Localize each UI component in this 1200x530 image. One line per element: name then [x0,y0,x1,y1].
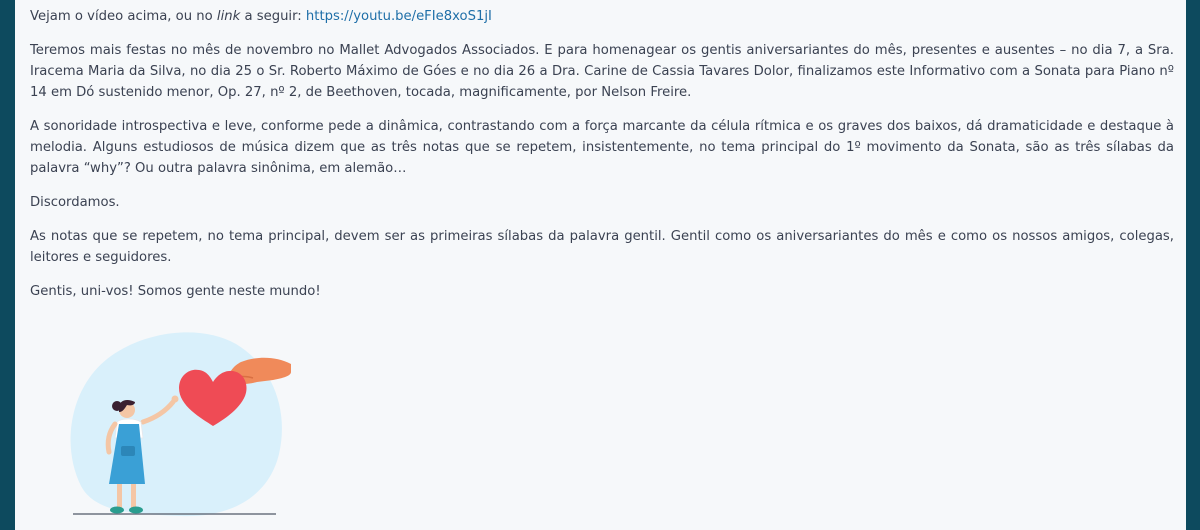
newsletter-page [15,0,1186,530]
girl-leg-left [117,484,122,508]
video-reference-paragraph [30,6,1174,27]
youtube-link[interactable]: https://youtu.be/eFIe8xoS1jI [305,9,492,24]
birthday-announcement-paragraph: Teremos mais festas no mês de novembro no Mallet Advogados Associados. E para homenagear os gentis aniversariantes do mês, presentes e ausentes – no dia 7, a Sra. Iracema Maria da Silva, no dia 25 o Sr. Roberto Máximo de Góes e no dia 26 a Dra. Carine de Cassia Tavares Dolor, finalizamos este Informativo com a Sonata para Piano nº 14 em Dó sustenido menor, Op. 27, nº 2, de Beethoven, tocada, magnificamente, por Nelson Freire. [30,43,1174,100]
article-body [30,0,1174,315]
sonata-description-paragraph: A sonoridade introspectiva e leve, conforme pede a dinâmica, contrastando com a força marcante da célula rítmica e os graves dos baixos, dá dramaticidade e destaque à melodia. Alguns estudiosos de música dizem que as três notas que se repetem, insistentemente, no tema principal do 1º movimento da Sonata, são as três sílabas da palavra “why”? Ou outra palavra sinônima, em alemão… [30,119,1174,176]
video-line-link-word: link [216,9,241,24]
video-line-prefix: Vejam o vídeo acima, ou no [30,9,217,24]
girl-receiving-heart-illustration [51,326,291,526]
gentle-notes-paragraph: As notas que se repetem, no tema principal, devem ser as primeiras sílabas da palavra gentil. Gentil como os aniversariantes do mês e como os nossos amigos, colegas, leitores e seguidores. [30,229,1174,265]
girl-leg-right [131,484,136,508]
disagreement-paragraph: Discordamos. [30,195,120,210]
closing-paragraph: Gentis, uni-vos! Somos gente neste mundo! [30,284,321,299]
video-line-middle: a seguir: [240,9,306,24]
